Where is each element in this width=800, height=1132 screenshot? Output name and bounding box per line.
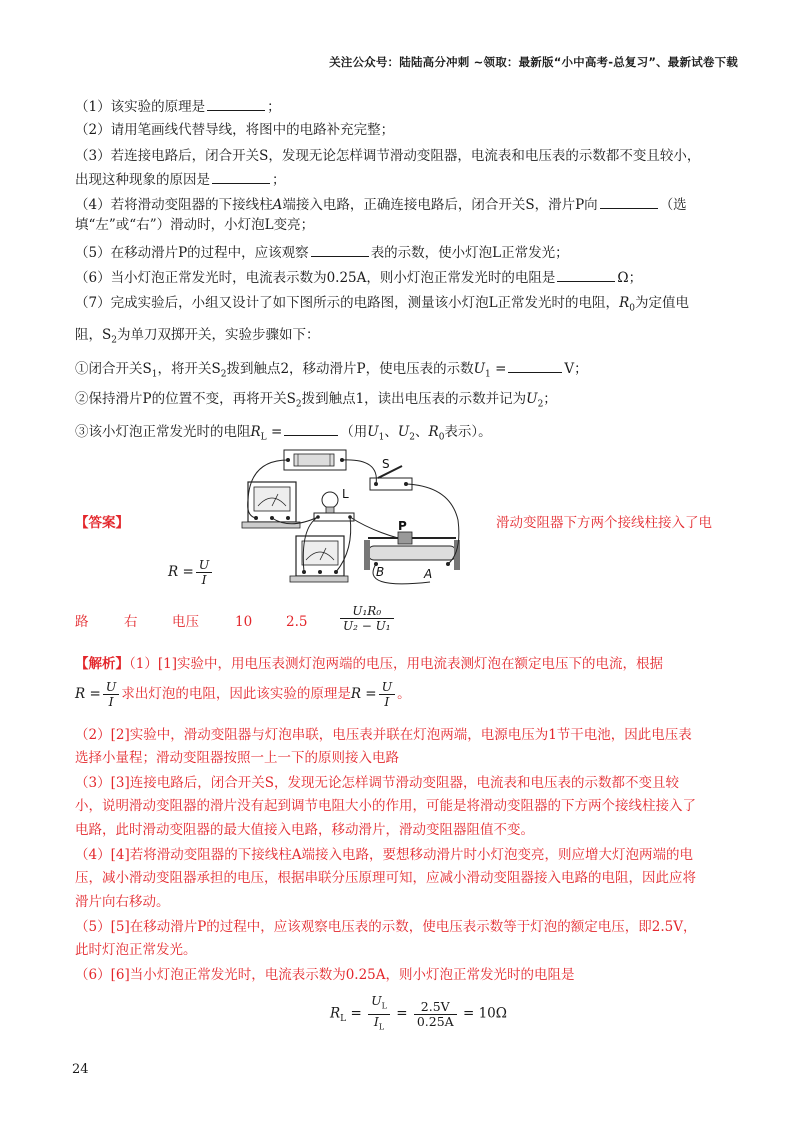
answer-fraction: $\frac{\text{U₁R₀}}{\text{U₂ − U₁}}$ — [338, 604, 396, 633]
analysis-p1-line1: 【解析】（1）[1]实验中，用电压表测灯泡两端的电压，用电流表测灯泡在额定电压下的电流，根据 — [75, 656, 663, 672]
circuit-figure — [230, 440, 470, 595]
label-a: A — [424, 567, 433, 581]
answer-right-text: 滑动变阻器下方两个接线柱接入了电 — [496, 515, 712, 531]
analysis-p5-line2: 此时灯泡正常发光。 — [75, 942, 197, 958]
blank — [207, 96, 265, 111]
answer-item-1: 路 — [75, 614, 89, 630]
analysis-p2-line2: 选择小量程；滑动变阻器按照一上一下的原则接入电路 — [75, 750, 399, 766]
analysis-p3-line2: 小，说明滑动变阻器的滑片没有起到调节电阻大小的作用，可能是将滑动变阻器的下方两个接线柱接入了 — [75, 798, 696, 814]
analysis-p6-line1: （6）[6]当小灯泡正常发光时，电流表示数为0.25A，则小灯泡正常发光时的电阻是 — [75, 967, 575, 983]
analysis-p5-line1: （5）[5]在移动滑片P的过程中，应该观察电压表的示数，使电压表示数等于灯泡的额定电压，即2.5V， — [75, 919, 697, 935]
voltmeter — [290, 536, 348, 582]
answer-item-2: 右 — [124, 614, 138, 630]
wires — [248, 460, 459, 584]
page-header: 关注公众号：陆陆高分冲刺 ~领取：最新版“小中高考-总复习”、最新试卷下载 — [329, 55, 738, 69]
analysis-p1-line2: R = $\frac{U}{I}$ 求出灯泡的电阻，因此该实验的原理是R = $\frac{U}{I}$ 。 — [75, 679, 411, 709]
question-4-line2: 填“左”或“右”）滑动时，小灯泡L变亮； — [75, 217, 315, 233]
analysis-p4-line1: （4）[4]若将滑动变阻器的下接线柱A端接入电路，要想移动滑片时小灯泡变亮，则应增大灯泡两端的电 — [75, 847, 693, 863]
step-2: ②保持滑片P的位置不变，再将开关$S_2$拨到触点1，读出电压表的示数并记为$U_2$； — [75, 391, 557, 410]
blank — [311, 242, 369, 257]
question-6: （6）当小灯泡正常发光时，电流表示数为0.25A，则小灯泡正常发光时的电阻是 Ω； — [75, 267, 642, 287]
label-l: L — [342, 487, 349, 501]
page-number: 24 — [72, 1062, 89, 1077]
question-3-line1: （3）若连接电路后，闭合开关S，发现无论怎样调节滑动变阻器，电流表和电压表的示数都不变且较小， — [75, 148, 701, 164]
question-7-line1: （7）完成实验后，小组又设计了如下图所示的电路图，测量该小灯泡L正常发光时的电阻，$R_0$为定值电 — [75, 295, 689, 314]
analysis-p4-line3: 滑片向右移动。 — [75, 894, 170, 910]
label-p: P — [398, 519, 407, 533]
answer-item-3: 电压 — [172, 614, 199, 630]
answer-item-4: 10 — [235, 614, 253, 630]
blank — [600, 194, 658, 209]
question-4-line1: （4）若将滑动变阻器的下接线柱A端接入电路，正确连接电路后，闭合开关S，滑片P向 （选 — [75, 194, 687, 214]
analysis-p6-formula: $R_L$ = $\frac{U_L}{I_L}$ = $\frac{2.5V}{0.25A}$ = 10Ω — [330, 993, 507, 1031]
blank — [508, 358, 562, 373]
blank — [284, 421, 338, 436]
label-b: B — [376, 565, 385, 579]
battery — [284, 450, 346, 470]
question-7-line2: 阻，$S_2$为单刀双掷开关，实验步骤如下： — [75, 327, 320, 346]
answer-item-5: 2.5 — [286, 614, 308, 630]
question-2: （2）请用笔画线代替导线，将图中的电路补充完整； — [75, 122, 395, 138]
analysis-p4-line2: 压，减小滑动变阻器承担的电压，根据串联分压原理可知，应减小滑动变阻器接入电路的电阻，因此应将 — [75, 870, 696, 886]
analysis-p3-line3: 电路，此时滑动变阻器的最大值接入电路，移动滑片，滑动变阻器阻值不变。 — [75, 822, 534, 838]
label-s: S — [382, 457, 390, 471]
ammeter — [242, 482, 300, 528]
step-1: ①闭合开关$S_1$，将开关$S_2$拨到触点2，移动滑片P，使电压表的示数$U_1 = V$； — [75, 358, 588, 384]
step-3: ③该小灯泡正常发光时的电阻$R_L$ = （用$U_1$、$U_2$、$R_0$表示）。 — [75, 421, 492, 447]
analysis-p2-line1: （2）[2]实验中，滑动变阻器与灯泡串联，电压表并联在灯泡两端，电源电压为1节干电池，因此电压表 — [75, 727, 692, 743]
answer-tag: 【答案】 — [75, 515, 129, 531]
blank — [212, 169, 270, 184]
answer-formula: R = $\frac{U}{I}$ — [168, 558, 214, 587]
question-1: （1）该实验的原理是 ； — [75, 96, 281, 116]
question-5: （5）在移动滑片P的过程中，应该观察 表的示数，使小灯泡L正常发光； — [75, 242, 569, 262]
analysis-p3-line1: （3）[3]连接电路后，闭合开关S，发现无论怎样调节滑动变阻器，电流表和电压表的示数都不变且较 — [75, 775, 679, 791]
question-3-line2: 出现这种现象的原因是 ； — [75, 169, 286, 189]
blank — [557, 267, 615, 282]
